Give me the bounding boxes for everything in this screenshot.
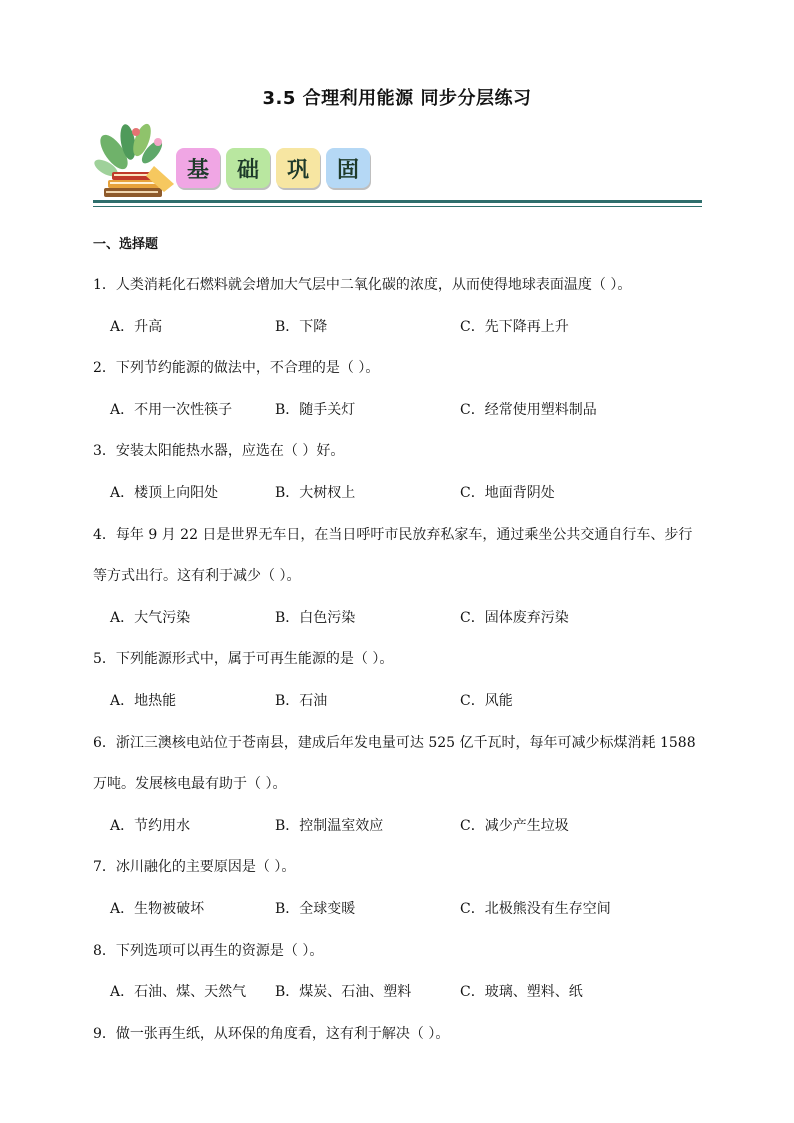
question-4-text-cont: 等方式出行。这有利于减少（ ）。 [93, 568, 301, 584]
option-a: A．楼顶上向阳处 [110, 485, 219, 501]
option-c: C．减少产生垃圾 [460, 818, 569, 834]
section-title: 一、选择题 [93, 237, 159, 252]
option-c: C．先下降再上升 [460, 319, 569, 335]
banner-tile-3: 巩 [276, 148, 320, 188]
question-1-text: 1．人类消耗化石燃料就会增加大气层中二氧化碳的浓度，从而使得地球表面温度（ ）。 [93, 277, 632, 293]
option-b: B．石油 [275, 693, 328, 709]
divider-thin [93, 206, 702, 207]
option-c: C．风能 [460, 693, 513, 709]
option-c: C．经常使用塑料制品 [460, 402, 597, 418]
question-7-text: 7．冰川融化的主要原因是（ ）。 [93, 859, 296, 875]
option-c: C．固体废弃污染 [460, 610, 569, 626]
option-b: B．白色污染 [275, 610, 356, 626]
option-b: B．下降 [275, 319, 328, 335]
question-9-text: 9．做一张再生纸，从环保的角度看，这有利于解决（ ）。 [93, 1026, 450, 1042]
banner-tile-1: 基 [176, 148, 220, 188]
option-b: B．煤炭、石油、塑料 [275, 984, 412, 1000]
option-a: A．地热能 [110, 693, 177, 709]
question-6-text: 6．浙江三澳核电站位于苍南县，建成后年发电量可达 525 亿千瓦时，每年可减少标煤消耗 1588 [93, 735, 696, 751]
option-b: B．随手关灯 [275, 402, 356, 418]
question-3-text: 3．安装太阳能热水器，应选在（ ）好。 [93, 443, 345, 459]
divider-thick [93, 200, 702, 203]
question-5-text: 5．下列能源形式中，属于可再生能源的是（ ）。 [93, 651, 394, 667]
option-b: B．大树杈上 [275, 485, 356, 501]
page-title: 3.5 合理利用能源 同步分层练习 [262, 88, 532, 109]
option-a: A．石油、煤、天然气 [110, 984, 247, 1000]
option-b: B．全球变暖 [275, 901, 356, 917]
banner-tile-4: 固 [326, 148, 370, 188]
option-a: A．大气污染 [110, 610, 191, 626]
question-4-text: 4．每年 9 月 22 日是世界无车日，在当日呼吁市民放弃私家车，通过乘坐公共交通自行车、步行 [93, 527, 693, 543]
option-b: B．控制温室效应 [275, 818, 384, 834]
question-2-text: 2．下列节约能源的做法中，不合理的是（ ）。 [93, 360, 380, 376]
option-c: C．地面背阴处 [460, 485, 555, 501]
option-a: A．节约用水 [110, 818, 191, 834]
question-6-text-cont: 万吨。发展核电最有助于（ ）。 [93, 776, 287, 792]
option-a: A．升高 [110, 319, 163, 335]
option-c: C．北极熊没有生存空间 [460, 901, 611, 917]
option-a: A．不用一次性筷子 [110, 402, 233, 418]
banner-tile-2: 础 [226, 148, 270, 188]
option-a: A．生物被破坏 [110, 901, 205, 917]
option-c: C．玻璃、塑料、纸 [460, 984, 583, 1000]
question-8-text: 8．下列选项可以再生的资源是（ ）。 [93, 943, 324, 959]
books-plant-icon [92, 122, 182, 202]
